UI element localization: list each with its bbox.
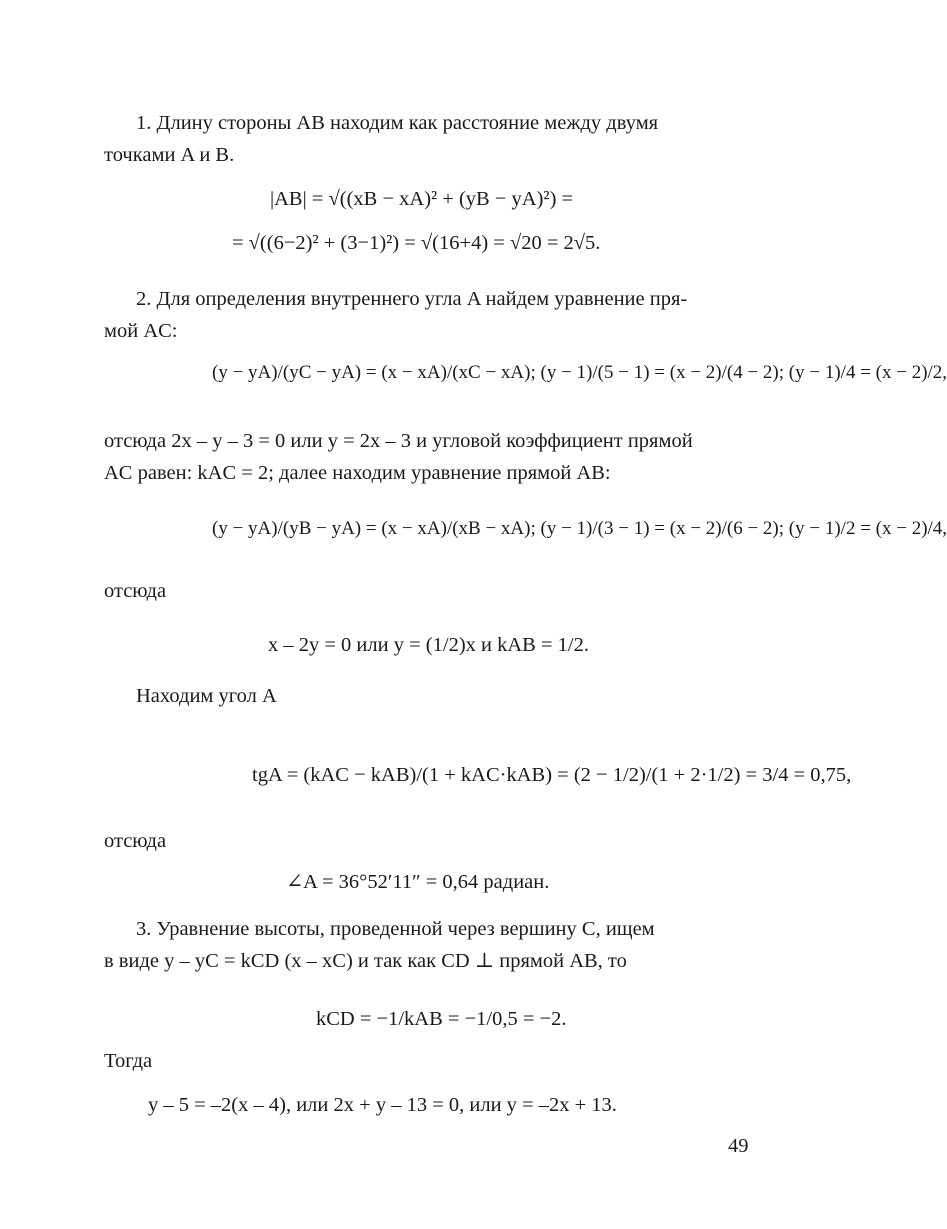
- paragraph-3: [104, 425, 754, 489]
- paragraph-2-line-1: 2. Для определения внутреннего угла A найдем уравнение пря-: [136, 288, 688, 310]
- formula-line-ab: (y − yA)/(yB − yA) = (x − xA)/(xB − xA); (y − 1)/(3 − 1) = (x − 2)/(6 − 2); (y − 1)/2 = (x − 2)/4,: [212, 518, 947, 539]
- paragraph-4-line-1: 3. Уравнение высоты, проведенной через вершину C, ищем: [136, 918, 655, 940]
- formula-line-ac: (y − yA)/(yC − yA) = (x − xA)/(xC − xA); (y − 1)/(5 − 1) = (x − 2)/(4 − 2); (y − 1)/4 = (x − 2)/2,: [212, 362, 947, 383]
- formula-ab-length-2: = √((6−2)² + (3−1)²) = √(16+4) = √20 = 2√5.: [232, 232, 601, 254]
- formula-k-ab: x – 2y = 0 или y = (1/2)x и kAB = 1/2.: [268, 634, 589, 656]
- formula-angle-a: ∠A = 36°52′11″ = 0,64 радиан.: [286, 871, 550, 893]
- paragraph-1-line-1: 1. Длину стороны AB находим как расстояние между двумя: [136, 112, 659, 134]
- paragraph-4-line-2: в виде y – yC = kCD (x – xC) и так как CD ⊥ прямой AB, то: [104, 950, 627, 972]
- text-togda: Тогда: [104, 1050, 153, 1072]
- paragraph-3-line-2: AC равен: kAC = 2; далее находим уравнение прямой AB:: [104, 462, 611, 484]
- paragraph-2: [104, 283, 754, 347]
- text-otsyuda-2: отсюда: [104, 830, 167, 852]
- paragraph-1: [104, 107, 754, 171]
- paragraph-1-line-2: точками A и B.: [104, 144, 235, 166]
- paragraph-3-line-1: отсюда 2x – y – 3 = 0 или y = 2x – 3 и угловой коэффициент прямой: [104, 430, 693, 452]
- formula-k-cd: kCD = −1/kAB = −1/0,5 = −2.: [316, 1008, 567, 1030]
- paragraph-4: [104, 913, 754, 977]
- formula-tg-a: tgA = (kAC − kAB)/(1 + kAC·kAB) = (2 − 1/2)/(1 + 2·1/2) = 3/4 = 0,75,: [252, 764, 852, 786]
- paragraph-2-line-2: мой AC:: [104, 320, 178, 342]
- text-otsyuda-1: отсюда: [104, 580, 167, 602]
- page-number: 49: [728, 1135, 749, 1157]
- formula-height-c: y – 5 = –2(x – 4), или 2x + y – 13 = 0, или y = –2x + 13.: [148, 1094, 617, 1116]
- text-find-angle: Находим угол A: [136, 685, 277, 707]
- formula-ab-length-1: |AB| = √((xB − xA)² + (yB − yA)²) =: [270, 188, 574, 210]
